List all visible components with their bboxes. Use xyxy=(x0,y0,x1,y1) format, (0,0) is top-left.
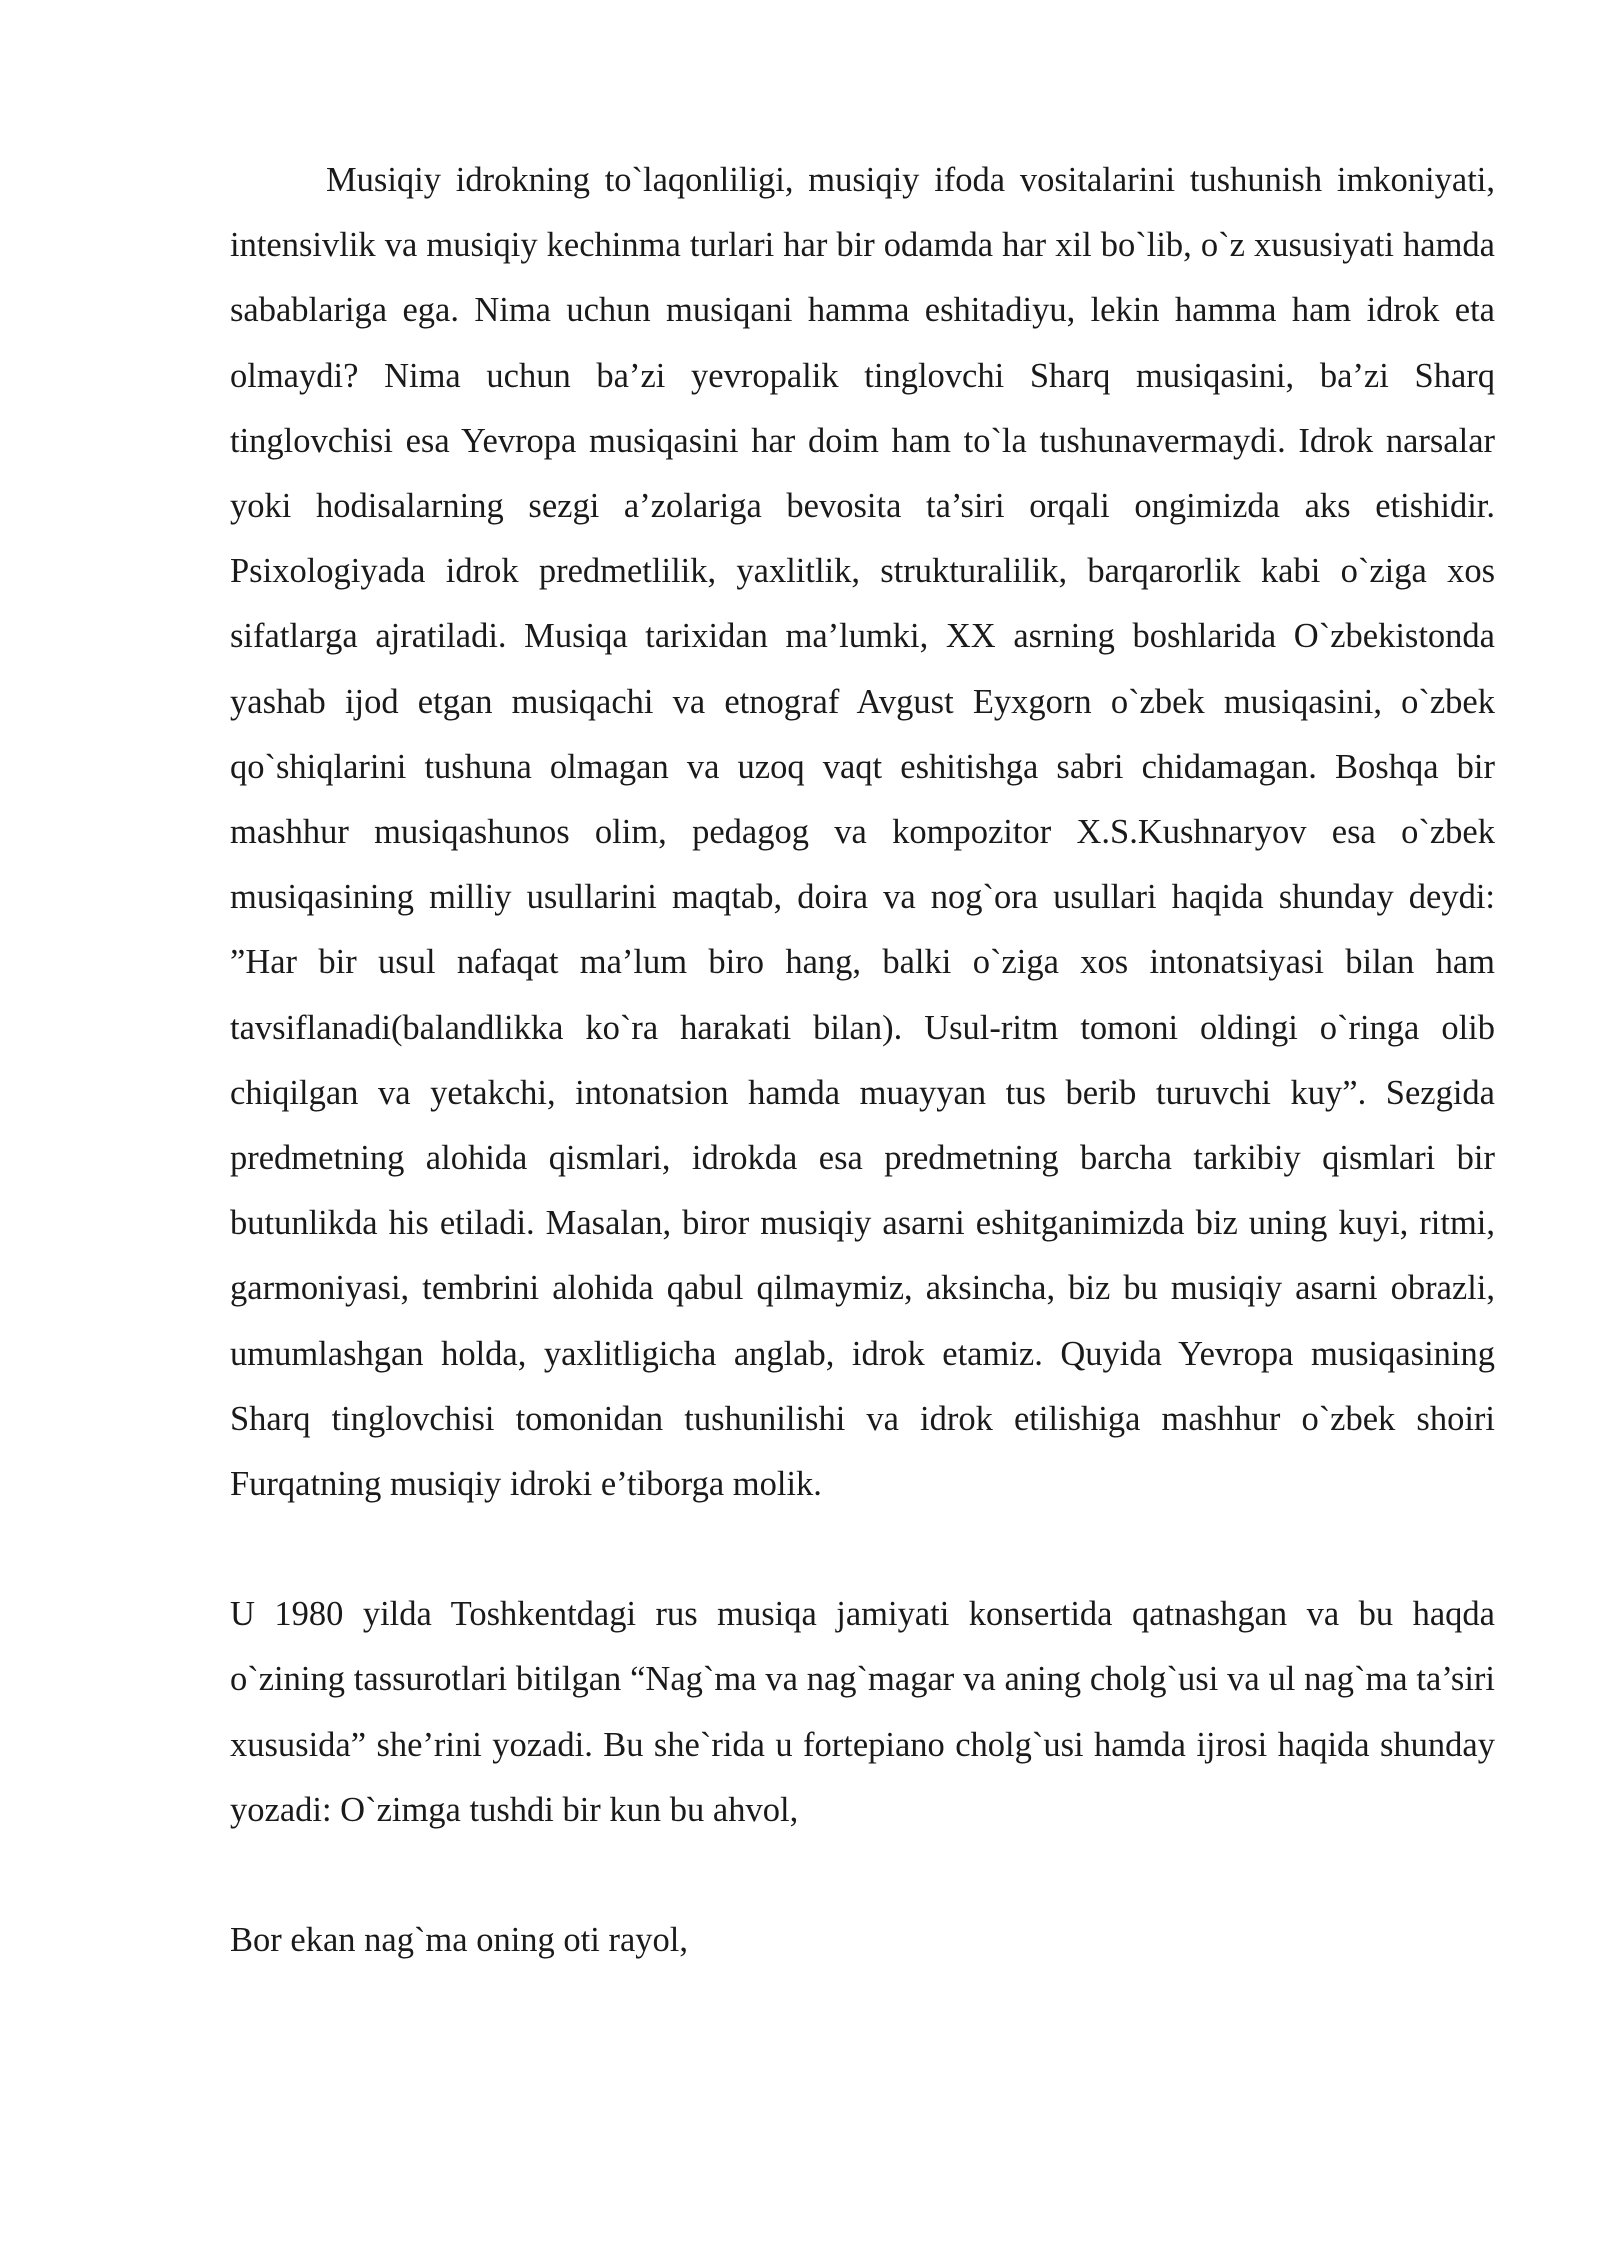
document-body xyxy=(230,148,1495,1973)
body-paragraph: U 1980 yilda Toshkentdagi rus musiqa jamiyati konsertida qatnashgan va bu haqda o`zining tassurotlari bitilgan “Nag`ma va nag`magar va aning cholg`usi va ul nag`ma ta’siri xususida” she’rini yozadi. Bu she`rida u fortepiano cholg`usi hamda ijrosi haqida shunday yozadi: O`zimga tushdi bir kun bu ahvol, xyxy=(230,1595,1495,1829)
verse-line: Bor ekan nag`ma oning oti rayol, xyxy=(230,1921,688,1960)
body-paragraph: Musiqiy idrokning to`laqonliligi, musiqiy ifoda vositalarini tushunish imkoniyati, intensivlik va musiqiy kechinma turlari har bir odamda har xil bo`lib, o`z xususiyati hamda sabablariga ega. Nima uchun musiqani hamma eshitadiyu, lekin hamma ham idrok eta olmaydi? Nima uchun ba’zi yevropalik tinglovchi Sharq musiqasini, ba’zi Sharq tinglovchisi esa Yevropa musiqasini har doim ham to`la tushunavermaydi. Idrok narsalar yoki hodisalarning sezgi a’zolariga bevosita ta’siri orqali ongimizda aks etishidir. Psixologiyada idrok predmetlilik, yaxlitlik, strukturalilik, barqarorlik kabi o`ziga xos sifatlarga ajratiladi. Musiqa tarixidan ma’lumki, XX asrning boshlarida O`zbekistonda yashab ijod etgan musiqachi va etnograf Avgust Eyxgorn o`zbek musiqasini, o`zbek qo`shiqlarini tushuna olmagan va uzoq vaqt eshitishga sabri chidamagan. Boshqa bir mashhur musiqashunos olim, pedagog va kompozitor X.S.Kushnaryov esa o`zbek musiqasining milliy usullarini maqtab, doira va nog`ora usullari haqida shunday deydi: ”Har bir usul nafaqat ma’lum biro hang, balki o`ziga xos intonatsiyasi bilan ham tavsiflanadi(balandlikka ko`ra harakati bilan). Usul-ritm tomoni oldingi o`ringa olib chiqilgan va yetakchi, intonatsion hamda muayyan tus berib turuvchi kuy”. Sezgida predmetning alohida qismlari, idrokda esa predmetning barcha tarkibiy qismlari bir butunlikda his etiladi. Masalan, biror musiqiy asarni eshitganimizda biz uning kuyi, ritmi, garmoniyasi, tembrini alohida qabul qilmaymiz, aksincha, biz bu musiqiy asarni obrazli, umumlashgan holda, yaxlitligicha anglab, idrok etamiz. Quyida Yevropa musiqasining Sharq tinglovchisi tomonidan tushunilishi va idrok etilishiga mashhur o`zbek shoiri Furqatning musiqiy idroki e’tiborga molik. xyxy=(230,161,1495,1504)
